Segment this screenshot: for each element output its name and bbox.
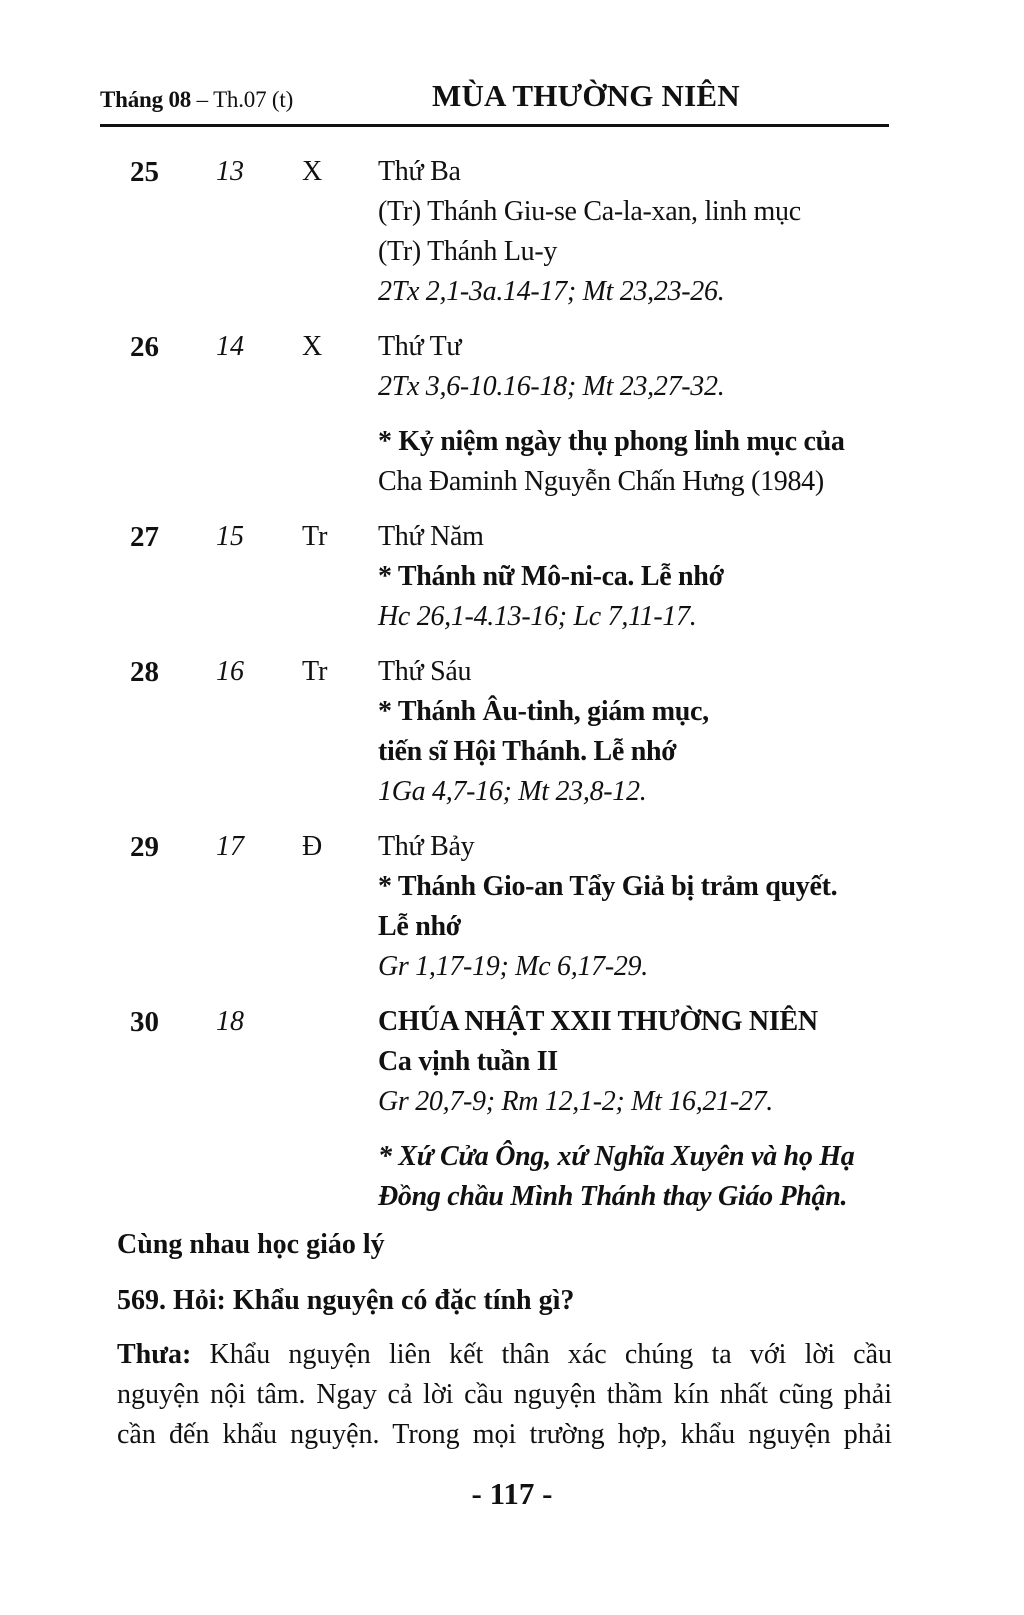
liturgical-color: Tr bbox=[302, 656, 328, 687]
entry-content bbox=[378, 827, 893, 987]
entry-line: Thứ Ba bbox=[378, 156, 461, 187]
liturgical-color: Đ bbox=[302, 831, 323, 862]
entry-line: Thứ Sáu bbox=[378, 656, 472, 687]
calendar-entry bbox=[100, 517, 900, 637]
entry-content bbox=[378, 652, 893, 812]
entry-line: Gr 1,17-19; Mc 6,17-29. bbox=[378, 951, 648, 982]
answer-label: Thưa: bbox=[117, 1339, 192, 1370]
answer-paragraph bbox=[117, 1335, 892, 1455]
calendar-entry bbox=[100, 327, 900, 502]
answer-text-1: Khẩu nguyện liên kết thân xác chúng ta với lời cầu bbox=[191, 1339, 892, 1370]
header-divider bbox=[100, 124, 889, 127]
entry-line: (Tr) Thánh Giu-se Ca-la-xan, linh mục bbox=[378, 196, 801, 227]
entry-line: * Thánh Âu-tinh, giám mục, bbox=[378, 696, 709, 727]
note-line: Đồng chầu Mình Thánh thay Giáo Phận. bbox=[378, 1181, 848, 1212]
lunar-day: 13 bbox=[216, 156, 244, 187]
entry-line: * Thánh Gio-an Tẩy Giả bị trảm quyết. bbox=[378, 871, 838, 902]
liturgical-color: Tr bbox=[302, 521, 328, 552]
calendar-entries bbox=[100, 152, 900, 1217]
lunar-day: 17 bbox=[216, 831, 244, 862]
entry-line: Lễ nhớ bbox=[378, 911, 461, 942]
entry-content bbox=[378, 152, 893, 312]
sub-month-label: Th.07 (t) bbox=[213, 87, 294, 112]
entry-line: Ca vịnh tuần II bbox=[378, 1046, 558, 1077]
catechism-question bbox=[117, 1281, 892, 1321]
section-title: Cùng nhau học giáo lý bbox=[117, 1229, 385, 1260]
calendar-entry bbox=[100, 827, 900, 987]
entry-line: Gr 20,7-9; Rm 12,1-2; Mt 16,21-27. bbox=[378, 1086, 773, 1117]
calendar-entry bbox=[100, 1002, 900, 1217]
lunar-day: 15 bbox=[216, 521, 244, 552]
note-line: * Xứ Cửa Ông, xứ Nghĩa Xuyên và họ Hạ bbox=[378, 1141, 855, 1172]
month-separator: – bbox=[191, 87, 214, 112]
entry-line: * Thánh nữ Mô-ni-ca. Lễ nhớ bbox=[378, 561, 724, 592]
entry-line: 2Tx 2,1-3a.14-17; Mt 23,23-26. bbox=[378, 276, 725, 307]
liturgical-color: X bbox=[302, 156, 323, 187]
catechism-answer bbox=[117, 1335, 892, 1455]
answer-line-1 bbox=[117, 1335, 892, 1375]
lunar-day: 18 bbox=[216, 1006, 244, 1037]
entry-line: 1Ga 4,7-16; Mt 23,8-12. bbox=[378, 776, 647, 807]
catechism-title bbox=[117, 1225, 892, 1265]
entry-content bbox=[378, 517, 893, 637]
liturgical-color: X bbox=[302, 331, 323, 362]
note-line: * Kỷ niệm ngày thụ phong linh mục của bbox=[378, 426, 845, 457]
note-line: Cha Đaminh Nguyễn Chấn Hưng (1984) bbox=[378, 466, 824, 497]
entry-content bbox=[378, 327, 893, 502]
entry-line: Thứ Tư bbox=[378, 331, 462, 362]
entry-line: 2Tx 3,6-10.16-18; Mt 23,27-32. bbox=[378, 371, 725, 402]
page-number: - 117 - bbox=[471, 1476, 553, 1511]
month-label: Tháng 08 bbox=[100, 87, 192, 112]
day-number: 27 bbox=[130, 521, 159, 553]
question-text: 569. Hỏi: Khẩu nguyện có đặc tính gì? bbox=[117, 1285, 575, 1316]
answer-line-3: cần đến khẩu nguyện. Trong mọi trường hợp, khẩu nguyện phải bbox=[117, 1419, 892, 1450]
entry-line: CHÚA NHẬT XXII THƯỜNG NIÊN bbox=[378, 1006, 818, 1037]
lunar-day: 16 bbox=[216, 656, 244, 687]
answer-line-2: nguyện nội tâm. Ngay cả lời cầu nguyện thầm kín nhất cũng phải bbox=[117, 1379, 892, 1410]
header-month bbox=[100, 87, 293, 113]
season-title: MÙA THƯỜNG NIÊN bbox=[432, 78, 740, 113]
day-number: 26 bbox=[130, 331, 159, 363]
entry-line: Thứ Năm bbox=[378, 521, 484, 552]
day-number: 25 bbox=[130, 156, 159, 188]
day-number: 30 bbox=[130, 1006, 159, 1038]
calendar-entry bbox=[100, 152, 900, 312]
entry-line: (Tr) Thánh Lu-y bbox=[378, 236, 558, 267]
entry-note bbox=[378, 422, 893, 502]
entry-content bbox=[378, 1002, 893, 1217]
lunar-day: 14 bbox=[216, 331, 244, 362]
entry-line: Thứ Bảy bbox=[378, 831, 475, 862]
entry-line: tiến sĩ Hội Thánh. Lễ nhớ bbox=[378, 736, 677, 767]
day-number: 28 bbox=[130, 656, 159, 688]
page-header bbox=[100, 78, 890, 118]
entry-note bbox=[378, 1137, 893, 1217]
calendar-entry bbox=[100, 652, 900, 812]
entry-line: Hc 26,1-4.13-16; Lc 7,11-17. bbox=[378, 601, 697, 632]
day-number: 29 bbox=[130, 831, 159, 863]
